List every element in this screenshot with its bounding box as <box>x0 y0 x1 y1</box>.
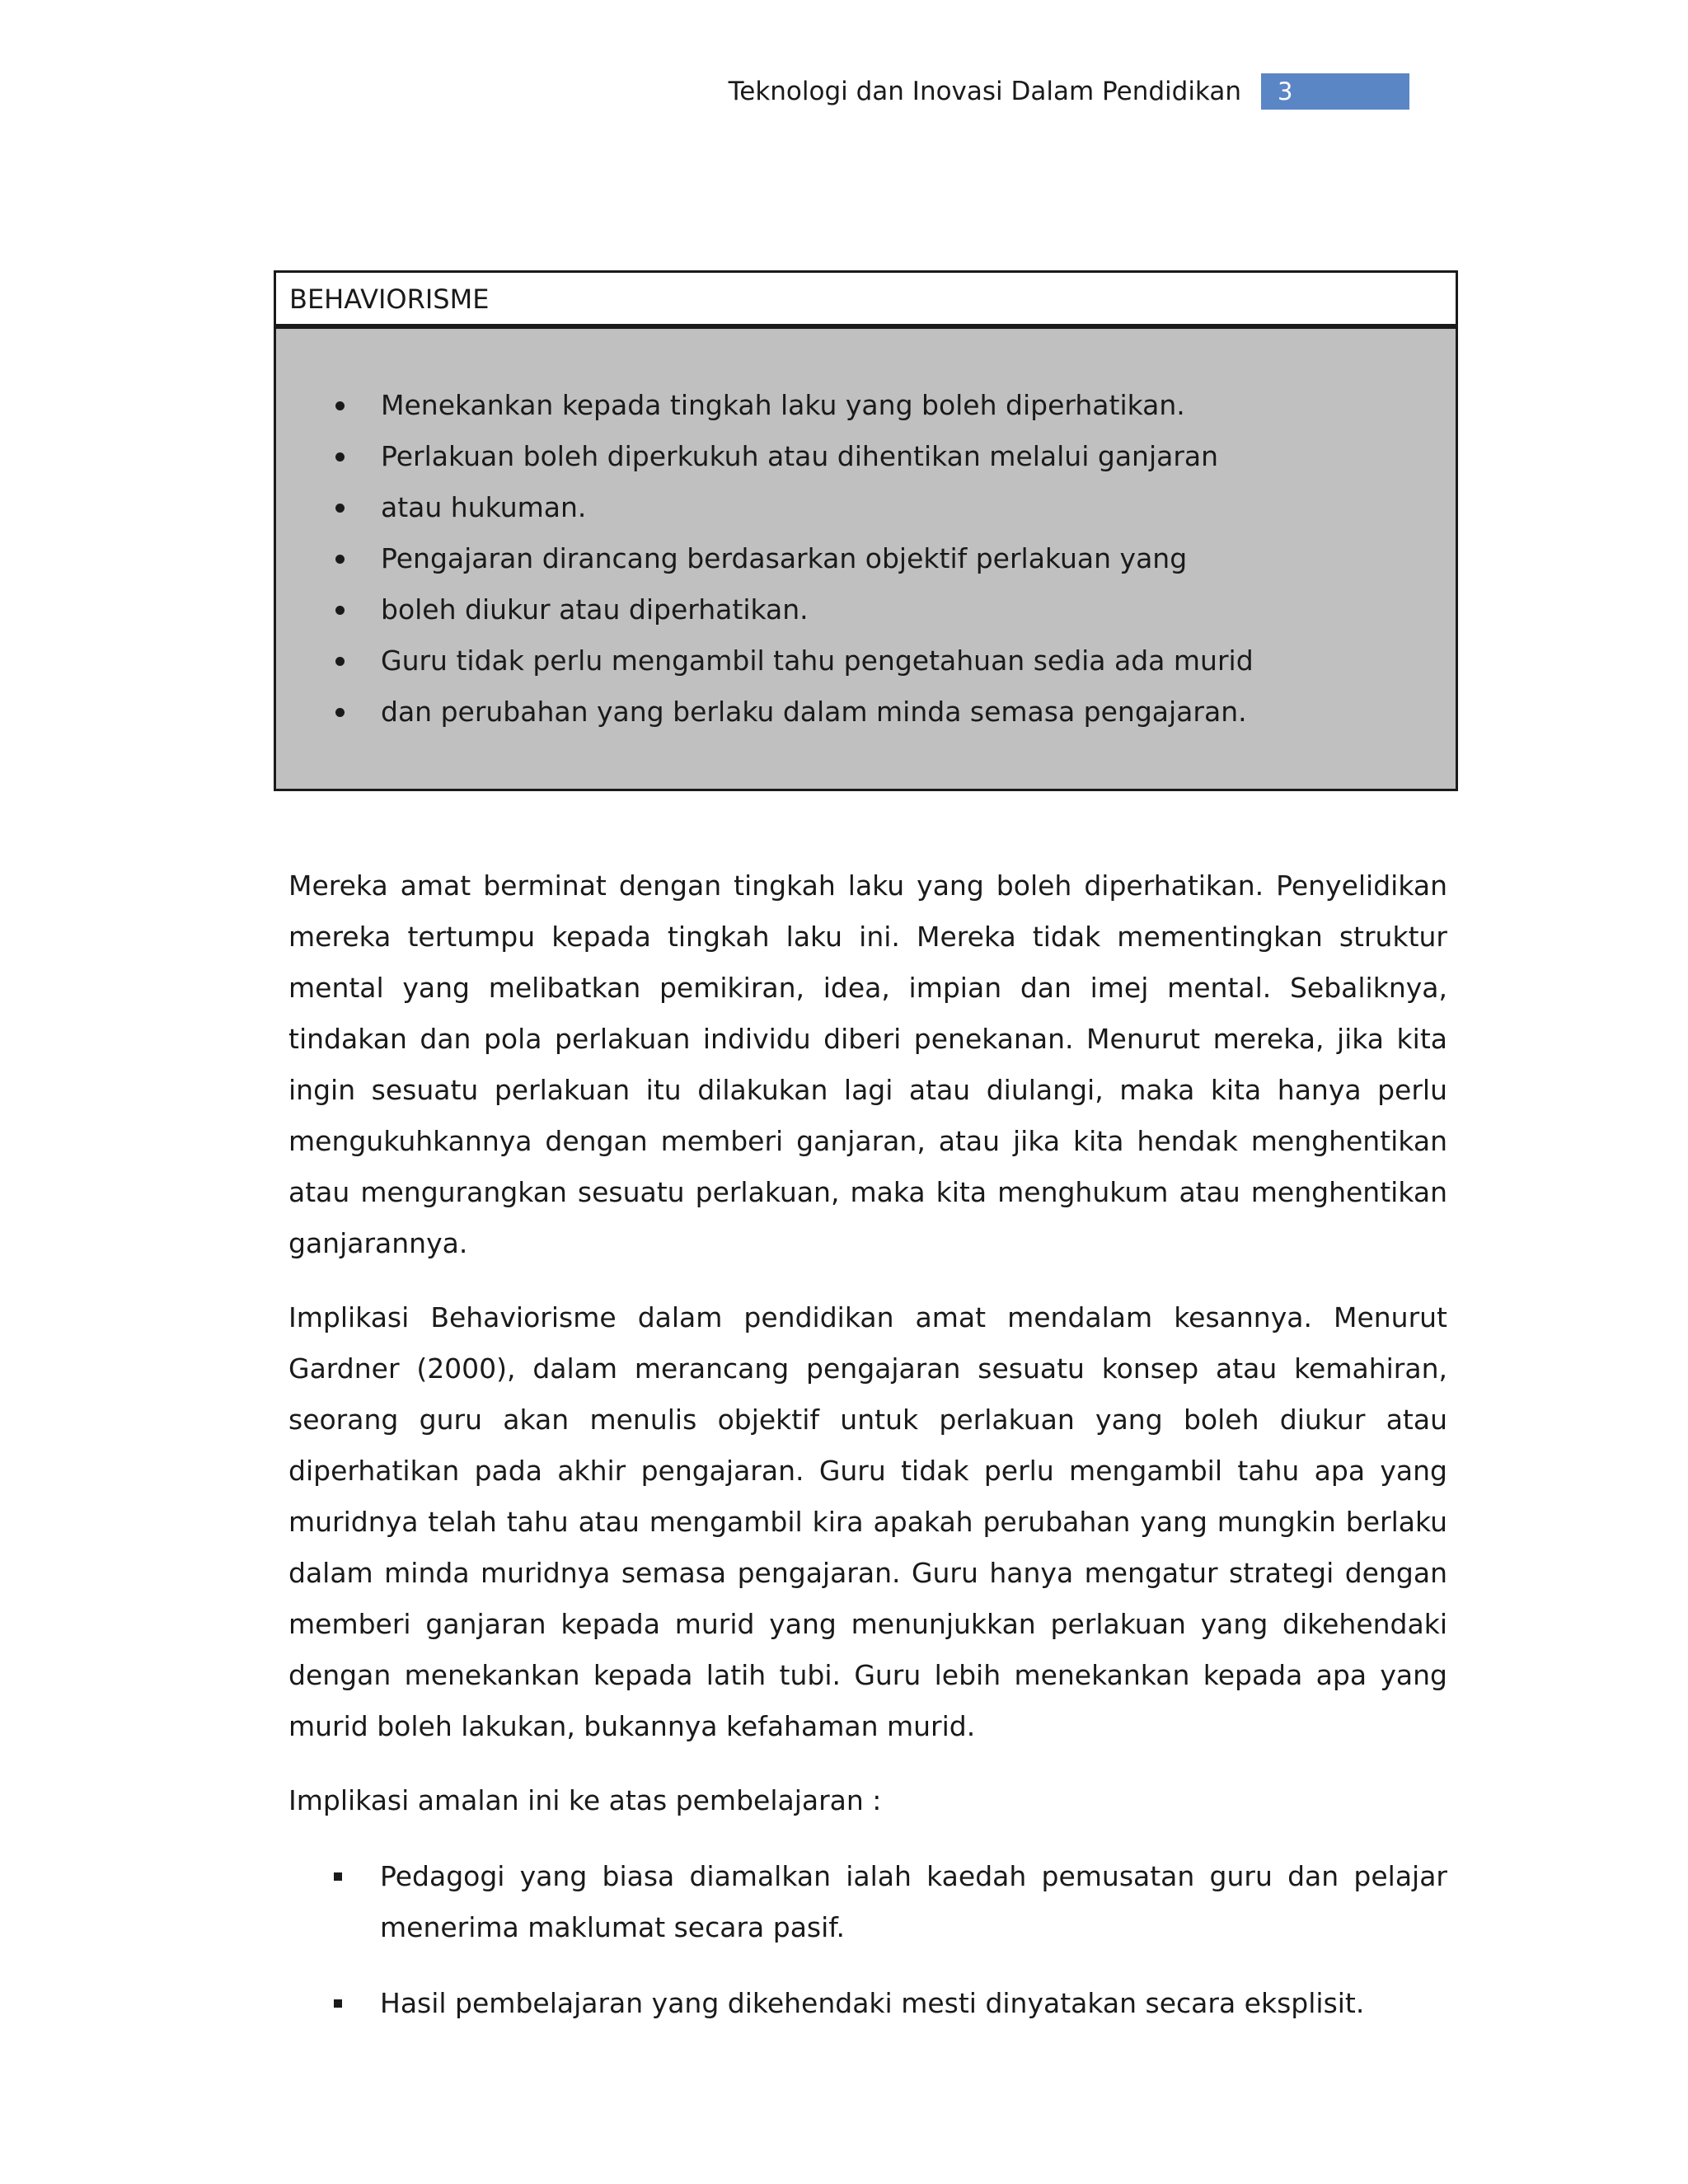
implications-list <box>288 1851 1447 2029</box>
bullet-dot-icon <box>335 452 345 462</box>
square-bullet-icon <box>334 1872 342 1881</box>
box-list-item-text: dan perubahan yang berlaku dalam minda semasa pengajaran. <box>381 696 1247 728</box>
running-header <box>729 73 1409 110</box>
body-paragraph: Mereka amat berminat dengan tingkah laku yang boleh diperhatikan. Penyelidikan mereka tertumpu kepada tingkah laku ini. Mereka tidak mementingkan struktur mental yang melibatkan pemikiran, idea, impian dan imej mental. Sebaliknya, tindakan dan pola perlakuan individu diberi penekanan. Menurut mereka, jika kita ingin sesuatu perlakuan itu dilakukan lagi atau diulangi, maka kita hanya perlu mengukuhkannya dengan memberi ganjaran, atau jika kita hendak menghentikan atau mengurangkan sesuatu perlakuan, maka kita menghukum atau menghentikan ganjarannya. <box>288 869 1447 1259</box>
box-list-item <box>276 687 1456 738</box>
box-list-item <box>276 635 1456 687</box>
running-title: Teknologi dan Inovasi Dalam Pendidikan <box>728 77 1241 106</box>
implication-text: Hasil pembelajaran yang dikehendaki mesti dinyatakan secara eksplisit. <box>380 1987 1365 2019</box>
box-title: BEHAVIORISME <box>276 273 1456 329</box>
page-number: 3 <box>1261 73 1409 110</box>
bullet-dot-icon <box>335 657 345 666</box>
box-list-item-text: Pengajaran dirancang berdasarkan objektif perlakuan yang <box>381 542 1188 574</box>
box-list-item <box>276 431 1456 482</box>
behaviorisme-box <box>274 270 1458 791</box>
box-list-item <box>276 533 1456 584</box>
box-list-item-text: Menekankan kepada tingkah laku yang boleh diperhatikan. <box>381 389 1185 421</box>
body-paragraph: Implikasi Behaviorisme dalam pendidikan amat mendalam kesannya. Menurut Gardner (2000), dalam merancang pengajaran sesuatu konsep atau kemahiran, seorang guru akan menulis objektif untuk perlakuan yang boleh diukur atau diperhatikan pada akhir pengajaran. Guru tidak perlu mengambil tahu apa yang muridnya telah tahu atau mengambil kira apakah perubahan yang mungkin berlaku dalam minda muridnya semasa pengajaran. Guru hanya mengatur strategi dengan memberi ganjaran kepada murid yang menunjukkan perlakuan yang dikehendaki dengan menekankan kepada latih tubi. Guru lebih menekankan kepada apa yang murid boleh lakukan, bukannya kefahaman murid. <box>288 1301 1447 1742</box>
implication-item <box>288 1851 1447 1953</box>
box-list-item <box>276 482 1456 533</box>
box-list-item <box>276 584 1456 635</box>
box-bullet-list <box>276 380 1456 738</box>
bullet-dot-icon <box>335 606 345 615</box>
bullet-dot-icon <box>335 401 345 410</box>
box-list-item-text: Guru tidak perlu mengambil tahu pengetahuan sedia ada murid <box>381 644 1254 677</box>
box-list-item-text: atau hukuman. <box>381 491 587 523</box>
box-list-item-text: Perlakuan boleh diperkukuh atau dihentikan melalui ganjaran <box>381 440 1219 472</box>
bullet-dot-icon <box>335 504 345 513</box>
box-list-item <box>276 380 1456 431</box>
implication-item <box>288 1978 1447 2029</box>
main-content <box>288 860 1447 2054</box>
square-bullet-icon <box>334 1999 342 2008</box>
implication-text: Pedagogi yang biasa diamalkan ialah kaedah pemusatan guru dan pelajar menerima maklumat secara pasif. <box>380 1860 1447 1943</box>
bullet-dot-icon <box>335 555 345 564</box>
bullet-dot-icon <box>335 708 345 717</box>
box-list-item-text: boleh diukur atau diperhatikan. <box>381 593 809 626</box>
implications-intro: Implikasi amalan ini ke atas pembelajaran : <box>288 1784 882 1816</box>
